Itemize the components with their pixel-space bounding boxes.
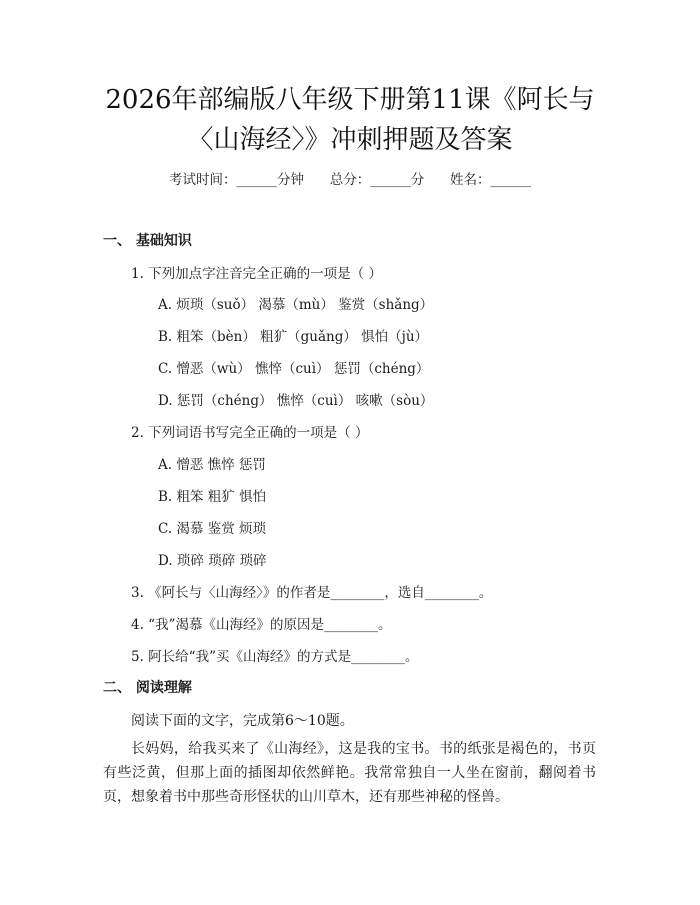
title-line-1: 2026年部编版八年级下册第11课《阿长与 — [105, 85, 595, 115]
question-2-option-d: D. 琐碎 琐碎 琐碎 — [158, 553, 267, 569]
question-3: 3. 《阿长与〈山海经〉》的作者是________，选自________。 — [131, 585, 493, 601]
question-1-option-c: C. 憎恶（wù） 憔悴（cuì） 惩罚（chéng） — [158, 361, 430, 377]
question-2-stem: 2. 下列词语书写完全正确的一项是（ ） — [131, 425, 369, 441]
exam-info-line: 考试时间：______分钟 总分：______分 姓名：______ — [169, 172, 531, 188]
title-line-2: 〈山海经〉》冲刺押题及答案 — [187, 125, 513, 155]
question-1-stem: 1. 下列加点字注音完全正确的一项是（ ） — [131, 266, 382, 282]
reading-instruction: 阅读下面的文字，完成第6～10题。 — [131, 713, 354, 729]
question-5: 5. 阿长给“我”买《山海经》的方式是________。 — [131, 649, 419, 665]
question-4: 4. “我”渴慕《山海经》的原因是________。 — [131, 617, 392, 633]
question-1-option-d: D. 惩罚（chéng） 憔悴（cuì） 咳嗽（sòu） — [158, 393, 434, 409]
question-2-option-b: B. 粗笨 粗犷 惧怕 — [158, 489, 267, 505]
question-1-option-b: B. 粗笨（bèn） 粗犷（guǎng） 惧怕（jù） — [158, 329, 429, 345]
reading-passage: 长妈妈，给我买来了《山海经》，这是我的宝书。书的纸张是褐色的，书页有些泛黄，但那上面的插图却依然鲜艳。我常常独自一人坐在窗前，翻阅着书页，想象着书中那些奇形怪状的山川草木，还有那些神秘的怪兽。 — [103, 741, 596, 805]
document-title — [0, 80, 700, 160]
question-2-option-a: A. 憎恶 憔悴 惩罚 — [158, 457, 266, 473]
section-heading-basic-knowledge: 一、 基础知识 — [103, 233, 192, 249]
question-1-option-a: A. 烦琐（suǒ） 渴慕（mù） 鉴赏（shǎng） — [158, 297, 434, 313]
question-2-option-c: C. 渴慕 鉴赏 烦琐 — [158, 521, 267, 537]
section-heading-reading: 二、 阅读理解 — [103, 680, 192, 696]
